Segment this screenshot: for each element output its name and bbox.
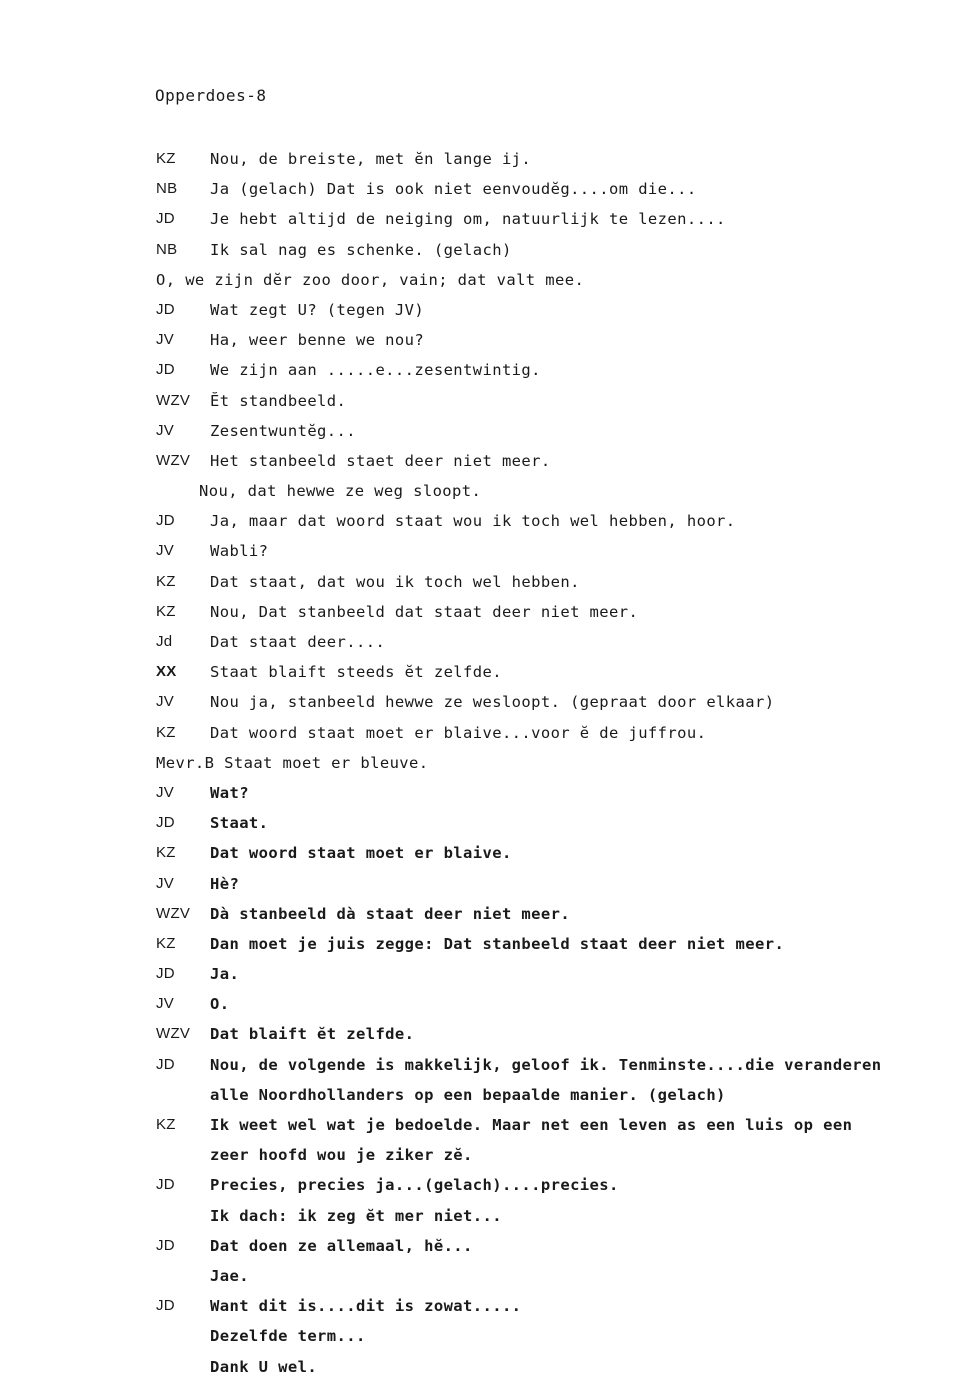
utterance-text: Dat staat, dat wou ik toch wel hebben. [210, 572, 580, 591]
speaker-label: JD [156, 210, 175, 228]
transcript-line [0, 718, 973, 748]
transcript-list [0, 144, 973, 1382]
transcript-line [0, 1019, 973, 1049]
speaker-label: KZ [156, 602, 176, 620]
utterance-text: Nou, dat hewwe ze weg sloopt. [199, 482, 482, 501]
transcript-line [0, 1170, 973, 1200]
transcript-line [0, 144, 973, 174]
transcript-line [0, 959, 973, 989]
speaker-label: WZV [156, 904, 191, 922]
transcript-line [0, 204, 973, 234]
transcript-line [0, 235, 973, 265]
speaker-label: KZ [156, 844, 176, 862]
utterance-text: Dà stanbeeld dà staat deer niet meer. [210, 904, 571, 923]
speaker-label: JV [156, 783, 175, 801]
speaker-label: NB [156, 180, 178, 198]
transcript-line [0, 869, 973, 899]
transcript-line [0, 476, 973, 506]
utterance-text: Dat woord staat moet er blaive...voor ĕ de juffrou. [210, 723, 707, 742]
utterance-text: Dat doen ze allemaal, hĕ... [210, 1236, 473, 1255]
utterance-text: Precies, precies ja...(gelach)....precies. [210, 1176, 619, 1195]
utterance-text: Ik weet wel wat je bedoelde. Maar net een leven as een luis op een [210, 1116, 853, 1134]
transcript-line [0, 748, 973, 778]
page-header: Opperdoes-8 [155, 86, 267, 105]
speaker-label: JD [156, 512, 175, 530]
utterance-text: Jae. [210, 1266, 249, 1285]
transcript-line [0, 295, 973, 325]
utterance-text: Dat woord staat moet er blaive. [210, 844, 512, 863]
transcript-line [0, 1231, 973, 1261]
transcript-line [0, 1321, 973, 1351]
transcript-line [0, 778, 973, 808]
utterance-text: Mevr.B Staat moet er bleuve. [156, 753, 429, 772]
transcript-line [0, 1110, 973, 1140]
utterance-text: zeer hoofd wou je ziker zĕ. [210, 1146, 473, 1165]
utterance-text: Dat staat deer.... [210, 633, 386, 651]
speaker-label: KZ [156, 934, 176, 952]
transcript-line [0, 1080, 973, 1110]
speaker-label: WZV [156, 451, 191, 469]
utterance-text: Hè? [210, 874, 240, 893]
speaker-label: JV [156, 331, 175, 349]
speaker-label: NB [156, 240, 178, 258]
utterance-text: Dezelfde term... [210, 1327, 366, 1346]
transcript-line [0, 838, 973, 868]
utterance-text: Nou, de breiste, met ĕn lange ij. [210, 150, 532, 168]
speaker-label: KZ [156, 723, 176, 741]
speaker-label: JV [156, 874, 175, 892]
utterance-text: Nou ja, stanbeeld hewwe ze wesloopt. (gepraat door elkaar) [210, 693, 775, 712]
speaker-label: WZV [156, 391, 191, 409]
transcript-line [0, 506, 973, 536]
utterance-text: Nou, de volgende is makkelijk, geloof ik. Tenminste....die veranderen [210, 1055, 882, 1074]
speaker-label: KZ [156, 150, 176, 167]
transcript-line [0, 174, 973, 204]
transcript-line [0, 657, 973, 687]
utterance-text: Ik sal nag es schenke. (gelach) [210, 240, 512, 259]
utterance-text: Nou, Dat stanbeeld dat staat deer niet meer. [210, 602, 639, 621]
speaker-label: KZ [156, 1116, 176, 1133]
transcript-line [0, 1140, 973, 1170]
speaker-label: WZV [156, 1025, 191, 1043]
utterance-text: Wat? [210, 783, 249, 802]
speaker-label: JD [156, 1176, 175, 1194]
transcript-line [0, 989, 973, 1019]
transcript-line [0, 1201, 973, 1231]
speaker-label: JV [156, 421, 175, 439]
utterance-text: Dan moet je juis zegge: Dat stanbeeld staat deer niet meer. [210, 934, 785, 953]
speaker-label: JD [156, 814, 175, 832]
speaker-label: JD [156, 300, 175, 318]
utterance-text: We zijn aan .....e...zesentwintig. [210, 361, 541, 380]
utterance-text: Wabli? [210, 542, 269, 561]
utterance-text: O. [210, 995, 230, 1014]
utterance-text: O, we zijn dĕr zoo door, vain; dat valt mee. [156, 270, 585, 289]
transcript-line [0, 929, 973, 959]
transcript-line [0, 808, 973, 838]
utterance-text: Staat. [210, 814, 269, 833]
utterance-text: Want dit is....dit is zowat..... [210, 1297, 522, 1316]
transcript-line [0, 446, 973, 476]
transcript-line [0, 536, 973, 566]
transcript-line [0, 899, 973, 929]
utterance-text: Ja, maar dat woord staat wou ik toch wel hebben, hoor. [210, 512, 736, 531]
utterance-text: Ja. [210, 965, 240, 984]
speaker-label: JD [156, 1055, 175, 1073]
utterance-text: Ja (gelach) Dat is ook niet eenvoudĕg....om die... [210, 180, 697, 199]
speaker-label: JD [156, 361, 175, 379]
speaker-label: XX [156, 663, 177, 681]
utterance-text: alle Noordhollanders op een bepaalde manier. (gelach) [210, 1085, 726, 1104]
speaker-label: Jd [156, 633, 173, 650]
transcript-line [0, 1050, 973, 1080]
speaker-label: JV [156, 995, 175, 1013]
transcript-line [0, 416, 973, 446]
utterance-text: Dank U wel. [210, 1357, 318, 1376]
transcript-line [0, 386, 973, 416]
utterance-text: Ĕt standbeeld. [210, 391, 347, 410]
transcript-line [0, 567, 973, 597]
utterance-text: Je hebt altijd de neiging om, natuurlijk te lezen.... [210, 210, 726, 229]
transcript-line [0, 687, 973, 717]
speaker-label: JD [156, 965, 175, 983]
utterance-text: Dat blaift ĕt zelfde. [210, 1025, 415, 1044]
transcript-line [0, 265, 973, 295]
transcript-line [0, 1352, 973, 1382]
speaker-label: JV [156, 542, 175, 560]
utterance-text: Ik dach: ik zeg ĕt mer niet... [210, 1206, 502, 1225]
utterance-text: Ha, weer benne we nou? [210, 331, 425, 350]
transcript-line [0, 627, 973, 657]
transcript-line [0, 325, 973, 355]
speaker-label: JV [156, 693, 175, 711]
transcript-line [0, 597, 973, 627]
utterance-text: Het stanbeeld staet deer niet meer. [210, 451, 551, 470]
transcript-line [0, 1261, 973, 1291]
utterance-text: Wat zegt U? (tegen JV) [210, 300, 425, 319]
utterance-text: Staat blaift steeds ĕt zelfde. [210, 663, 502, 682]
speaker-label: JD [156, 1297, 175, 1315]
transcript-line [0, 1291, 973, 1321]
utterance-text: Zesentwuntĕg... [210, 421, 356, 440]
speaker-label: KZ [156, 572, 176, 590]
transcript-line [0, 355, 973, 385]
speaker-label: JD [156, 1236, 175, 1254]
